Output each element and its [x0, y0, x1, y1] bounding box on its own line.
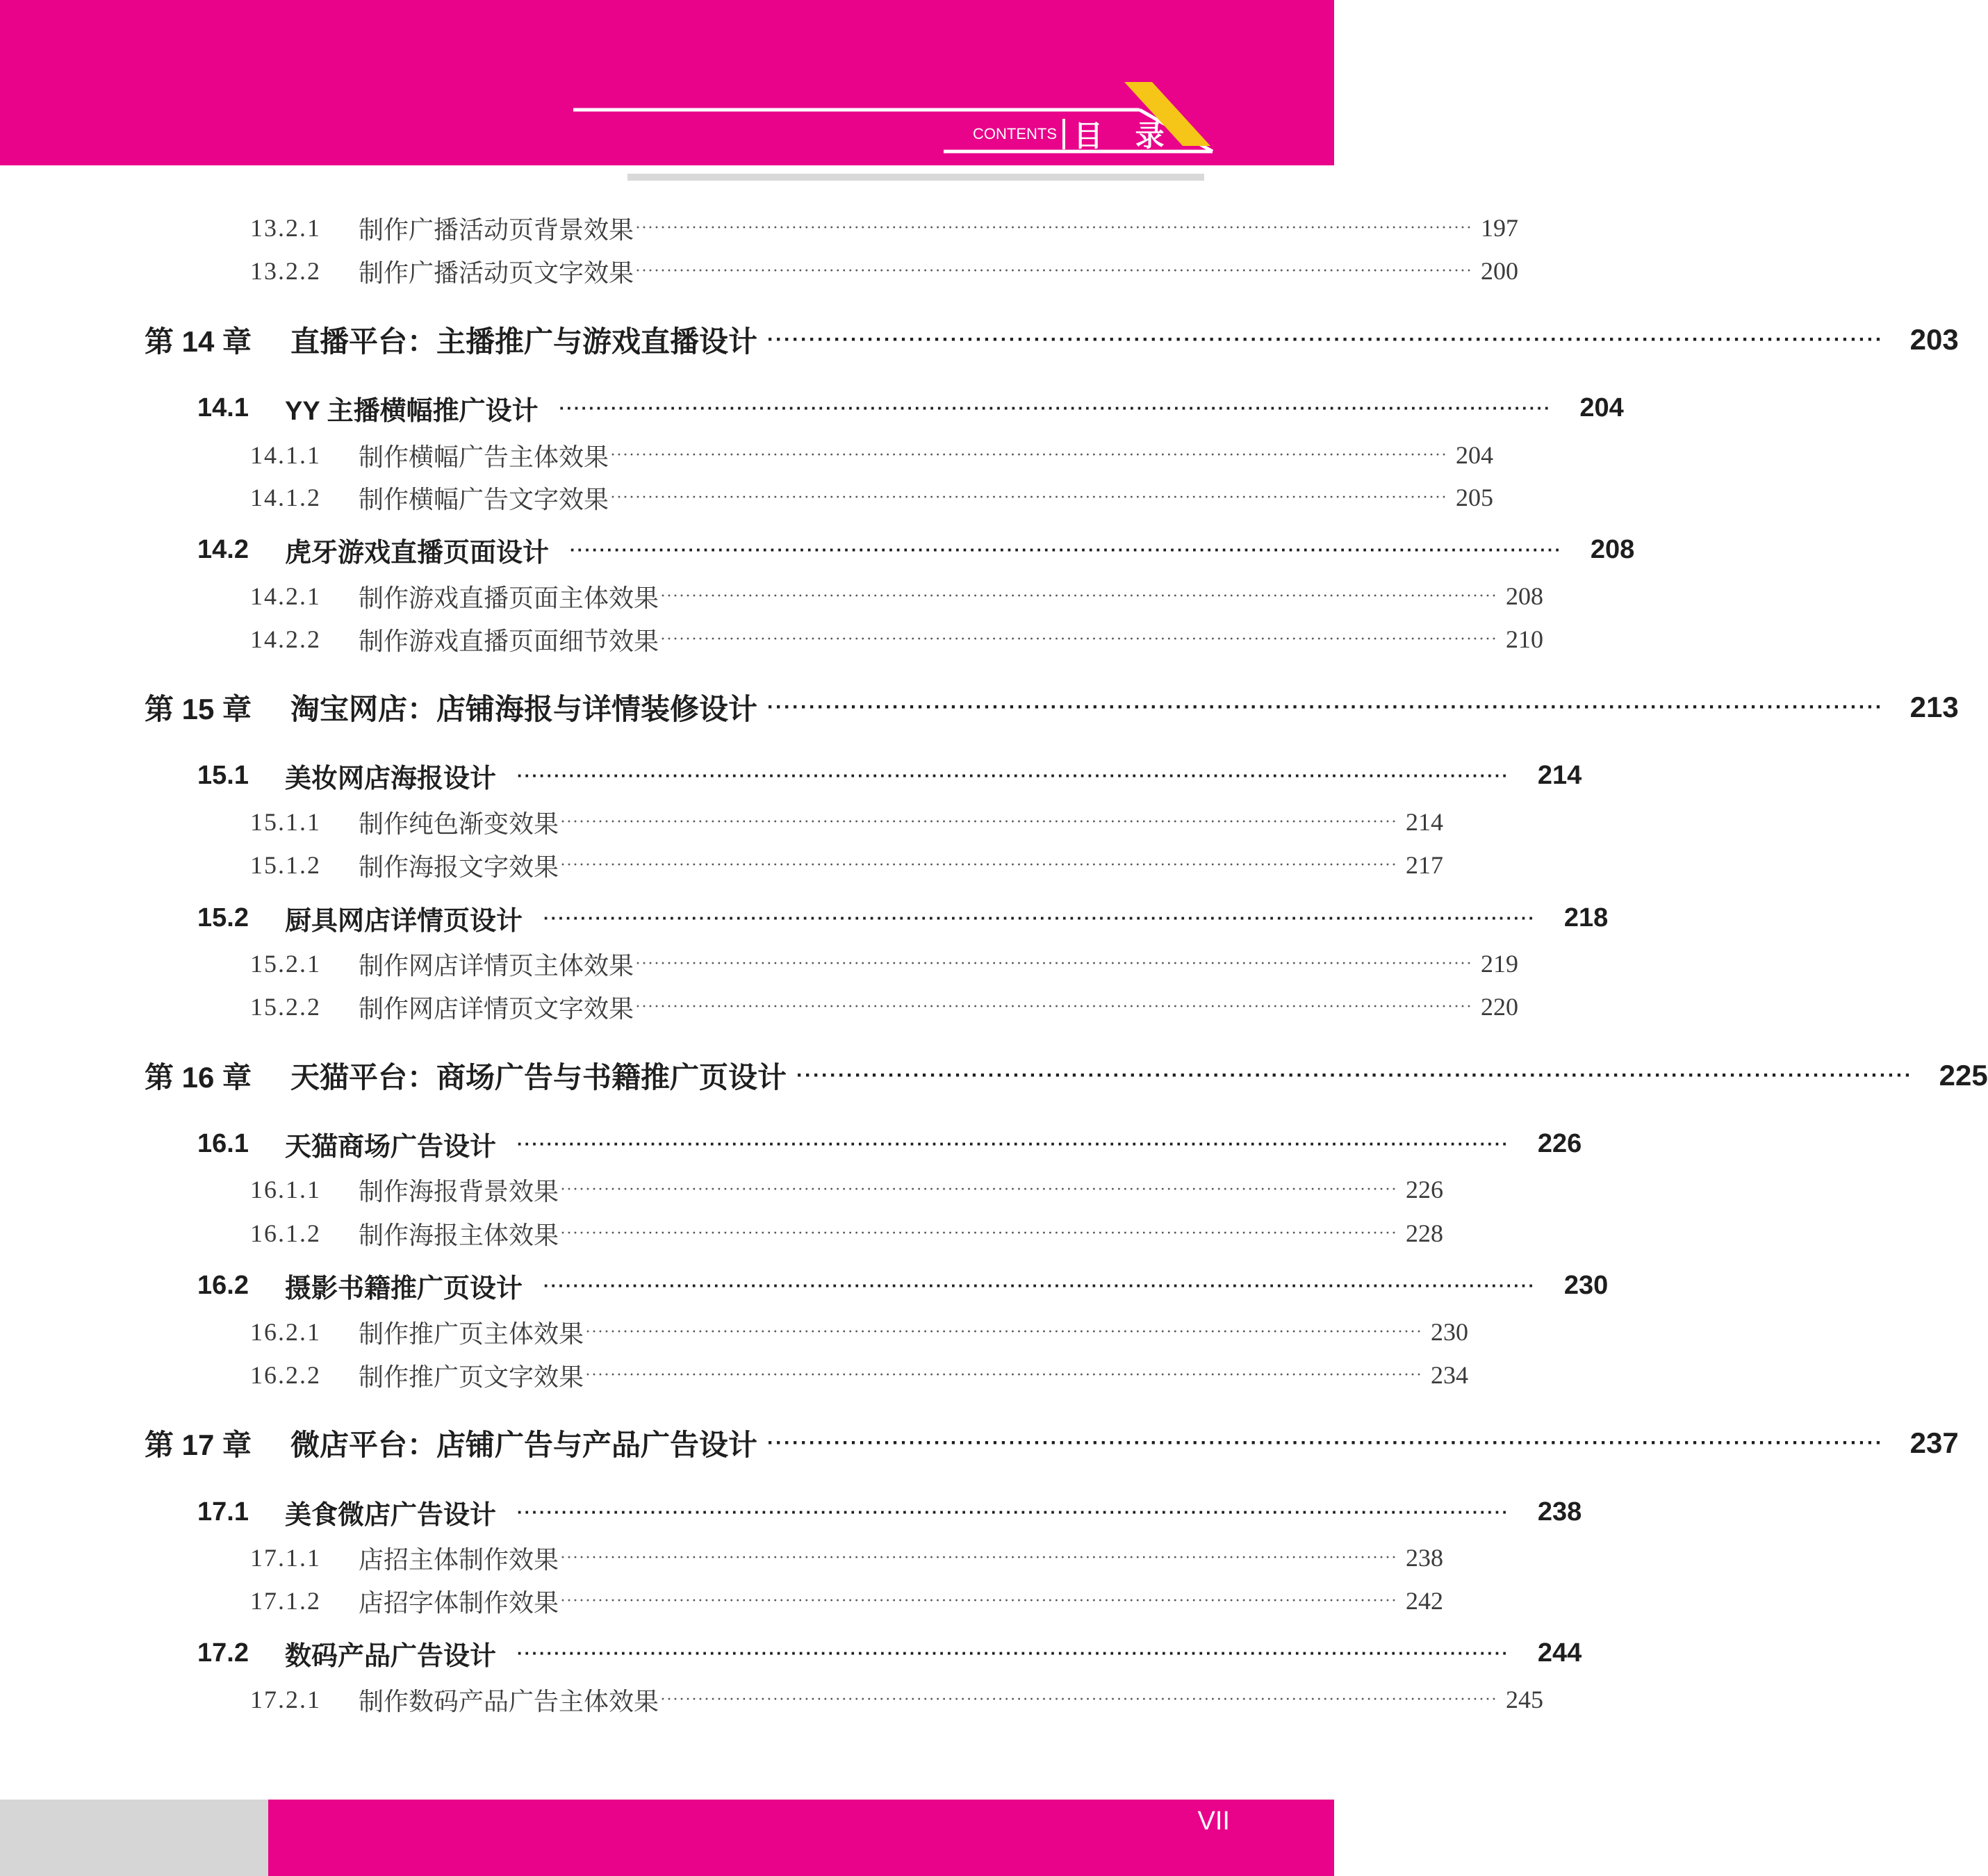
toc-dot-leader: ······································································································································: [767, 696, 1884, 718]
toc-page-number: 220: [1480, 993, 1518, 1021]
toc-dot-leader: ······································································································································: [635, 954, 1472, 973]
toc-dot-leader: ······································································································································: [560, 812, 1397, 831]
toc-page-number: 205: [1455, 484, 1493, 511]
toc-entry-number: 13.2.2: [250, 257, 321, 285]
toc-entry-title: 制作游戏直播页面细节效果: [359, 627, 659, 655]
toc-page-number: 213: [1909, 691, 1959, 723]
toc-subsection-row[interactable]: [250, 1585, 1443, 1617]
toc-entry-number: 第 16 章: [145, 1061, 252, 1094]
toc-entry-title: 虎牙游戏直播页面设计: [285, 538, 550, 568]
toc-subsection-row[interactable]: [250, 991, 1518, 1023]
toc-entry-title: 制作广播活动页背景效果: [359, 215, 634, 244]
toc-page-number: 214: [1537, 760, 1582, 790]
toc-dot-leader: ······································································································································: [585, 1322, 1422, 1341]
toc-entry-title: 数码产品广告设计: [285, 1641, 497, 1671]
toc-entry-number: 第 15 章: [145, 693, 252, 725]
toc-entry-number: 16.2: [197, 1270, 249, 1300]
toc-entry-title: 制作海报主体效果: [359, 1221, 559, 1249]
toc-entry-title: 制作数码产品广告主体效果: [359, 1687, 659, 1715]
toc-entry-number: 14.1.2: [250, 484, 321, 511]
toc-subsection-row[interactable]: [250, 255, 1518, 287]
toc-page-number: 218: [1563, 903, 1609, 932]
toc-dot-leader: ······································································································································: [543, 1274, 1536, 1296]
toc-dot-leader: ······································································································································: [560, 1224, 1397, 1242]
toc-entry-number: 16.2.1: [250, 1318, 321, 1346]
toc-chapter-row[interactable]: [145, 1053, 1988, 1098]
toc-entry-number: 16.2.2: [250, 1361, 321, 1389]
toc-entry-title: 制作海报背景效果: [359, 1177, 559, 1206]
toc-entry-title: 厨具网店详情页设计: [285, 906, 523, 936]
toc-entry-number: 16.1.1: [250, 1176, 321, 1203]
contents-chinese-label: 目 录: [1074, 119, 1176, 153]
toc-entry-title: 制作网店详情页文字效果: [359, 994, 634, 1023]
toc-page-number: 219: [1480, 950, 1518, 978]
toc-page-number: 234: [1430, 1361, 1468, 1389]
toc-entry-number: 17.1: [197, 1497, 249, 1527]
toc-dot-leader: ······································································································································: [560, 855, 1397, 874]
toc-entry-number: 第 17 章: [145, 1429, 252, 1461]
toc-entry-number: 15.1.1: [250, 808, 321, 836]
toc-subsection-row[interactable]: [250, 212, 1518, 244]
toc-page-number: 200: [1480, 257, 1518, 285]
toc-page-number: 244: [1537, 1638, 1582, 1668]
toc-entry-number: 14.1.1: [250, 441, 321, 469]
toc-subsection-row[interactable]: [250, 1684, 1543, 1715]
toc-dot-leader: ······································································································································: [585, 1365, 1422, 1384]
toc-page-number: 226: [1537, 1128, 1582, 1158]
toc-entry-title: 摄影书籍推广页设计: [285, 1274, 523, 1303]
toc-entry-title: 制作横幅广告文字效果: [359, 485, 609, 513]
toc-dot-leader: ······································································································································: [560, 1591, 1397, 1610]
toc-section-row[interactable]: [197, 757, 1582, 793]
toc-entry-number: 13.2.1: [250, 214, 321, 242]
toc-dot-leader: ······································································································································: [610, 445, 1447, 464]
toc-entry-title: YY 主播横幅推广设计: [285, 396, 539, 426]
toc-entry-number: 14.2.1: [250, 582, 321, 610]
toc-subsection-row[interactable]: [250, 1174, 1443, 1206]
toc-dot-leader: ······································································································································: [543, 907, 1536, 928]
toc-entry-number: 16.1: [197, 1128, 249, 1158]
toc-dot-leader: ······································································································································: [517, 1133, 1510, 1154]
toc-page-number: 204: [1579, 393, 1624, 422]
toc-dot-leader: ······································································································································: [560, 1180, 1397, 1199]
toc-subsection-row[interactable]: [250, 1542, 1443, 1574]
toc-page-number: 197: [1480, 214, 1518, 242]
toc-page-number: 214: [1405, 808, 1443, 836]
toc-entry-title: 制作横幅广告主体效果: [359, 443, 609, 471]
toc-page-number: 225: [1939, 1059, 1988, 1092]
toc-entry-number: 17.1.1: [250, 1544, 321, 1572]
toc-dot-leader: ······································································································································: [570, 538, 1563, 560]
toc-page-number: 226: [1405, 1176, 1443, 1203]
toc-page-number: 210: [1505, 625, 1543, 653]
toc-section-row[interactable]: [197, 1126, 1582, 1162]
toc-page-number: 228: [1405, 1219, 1443, 1247]
toc-entry-title: 制作海报文字效果: [359, 853, 559, 881]
toc-page-number: 217: [1405, 851, 1443, 879]
toc-subsection-row[interactable]: [250, 439, 1493, 471]
toc-entry-title: 制作纯色渐变效果: [359, 809, 559, 838]
toc-dot-leader: ······································································································································: [767, 1431, 1884, 1454]
toc-section-row[interactable]: [197, 1267, 1609, 1303]
toc-section-row[interactable]: [197, 1494, 1582, 1530]
toc-dot-leader: ······································································································································: [560, 1548, 1397, 1567]
toc-entry-title: 制作网店详情页主体效果: [359, 951, 634, 980]
toc-entry-title: 天猫平台：商场广告与书籍推广页设计: [290, 1061, 787, 1094]
toc-entry-title: 淘宝网店：店铺海报与详情装修设计: [290, 693, 758, 725]
toc-section-row[interactable]: [197, 532, 1635, 568]
toc-subsection-row[interactable]: [250, 482, 1493, 513]
toc-entry-number: 15.2.2: [250, 993, 321, 1021]
toc-section-row[interactable]: [197, 1635, 1582, 1671]
toc-entry-title: 直播平台：主播推广与游戏直播设计: [290, 325, 758, 358]
toc-page-number: 208: [1590, 534, 1635, 564]
toc-dot-leader: ······································································································································: [796, 1064, 1913, 1087]
toc-entry-title: 天猫商场广告设计: [285, 1132, 497, 1162]
toc-page-number: 230: [1563, 1270, 1609, 1300]
toc-page-number: 230: [1430, 1318, 1468, 1346]
toc-section-row[interactable]: [197, 390, 1624, 426]
toc-entry-number: 15.1.2: [250, 851, 321, 879]
toc-dot-leader: ······································································································································: [610, 488, 1447, 507]
toc-dot-leader: ······································································································································: [635, 997, 1472, 1016]
toc-entry-number: 15.2.1: [250, 950, 321, 978]
toc-subsection-row[interactable]: [250, 1217, 1443, 1249]
toc-entry-number: 17.2: [197, 1638, 249, 1668]
toc-page-number: 238: [1405, 1544, 1443, 1572]
toc-section-row[interactable]: [197, 900, 1609, 936]
toc-page-number: 208: [1505, 582, 1543, 610]
toc-entry-number: 15.1: [197, 760, 249, 790]
toc-entry-number: 14.1: [197, 393, 249, 422]
toc-dot-leader: ······································································································································: [635, 218, 1472, 237]
toc-chapter-row[interactable]: [145, 1421, 1959, 1465]
toc-entry-title: 制作推广页文字效果: [359, 1363, 584, 1391]
toc-dot-leader: ······································································································································: [517, 1642, 1510, 1663]
toc-page-number: 203: [1909, 323, 1959, 356]
toc-dot-leader: ······································································································································: [635, 261, 1472, 280]
toc-entry-number: 14.2: [197, 534, 249, 564]
footer-pink-block: [268, 1800, 1334, 1876]
toc-entry-number: 第 14 章: [145, 325, 252, 358]
toc-page-number: 242: [1405, 1587, 1443, 1615]
toc-subsection-row[interactable]: [250, 806, 1443, 838]
toc-subsection-row[interactable]: [250, 623, 1543, 655]
contents-english-label: CONTENTS: [973, 125, 1057, 142]
toc-dot-leader: ······································································································································: [660, 1690, 1497, 1709]
toc-dot-leader: ······································································································································: [660, 630, 1497, 648]
toc-page-number: 204: [1455, 441, 1493, 469]
toc-entry-number: 15.2: [197, 903, 249, 932]
toc-entry-title: 美妆网店海报设计: [285, 764, 497, 793]
toc-subsection-row[interactable]: [250, 580, 1543, 612]
toc-subsection-row[interactable]: [250, 1359, 1468, 1391]
toc-entry-number: 17.2.1: [250, 1686, 321, 1713]
toc-entry-title: 制作推广页主体效果: [359, 1319, 584, 1348]
toc-entry-title: 店招字体制作效果: [359, 1588, 559, 1617]
footer-grey-block: [0, 1800, 268, 1876]
toc-entry-title: 微店平台：店铺广告与产品广告设计: [290, 1429, 758, 1461]
toc-entry-number: 16.1.2: [250, 1219, 321, 1247]
toc-page-number: 245: [1505, 1686, 1543, 1713]
toc-entry-title: 制作广播活动页文字效果: [359, 258, 634, 287]
toc-entry-number: 17.1.2: [250, 1587, 321, 1615]
toc-dot-leader: ······································································································································: [660, 586, 1497, 605]
toc-dot-leader: ······································································································································: [559, 397, 1552, 418]
page-number: VII: [1197, 1807, 1230, 1836]
toc-page-number: 237: [1909, 1426, 1959, 1459]
toc-chapter-row[interactable]: [145, 318, 1959, 362]
toc-subsection-row[interactable]: [250, 849, 1443, 881]
toc-subsection-row[interactable]: [250, 1316, 1468, 1348]
toc-entry-title: 店招主体制作效果: [359, 1545, 559, 1574]
toc-dot-leader: ······································································································································: [517, 1501, 1510, 1522]
toc-subsection-row[interactable]: [250, 948, 1518, 980]
toc-entry-number: 14.2.2: [250, 625, 321, 653]
toc-chapter-row[interactable]: [145, 685, 1959, 730]
toc-dot-leader: ······································································································································: [517, 764, 1510, 786]
toc-entry-title: 制作游戏直播页面主体效果: [359, 584, 659, 612]
toc-dot-leader: ······································································································································: [767, 328, 1884, 351]
toc-entry-title: 美食微店广告设计: [285, 1500, 497, 1530]
toc-page-number: 238: [1537, 1497, 1582, 1527]
